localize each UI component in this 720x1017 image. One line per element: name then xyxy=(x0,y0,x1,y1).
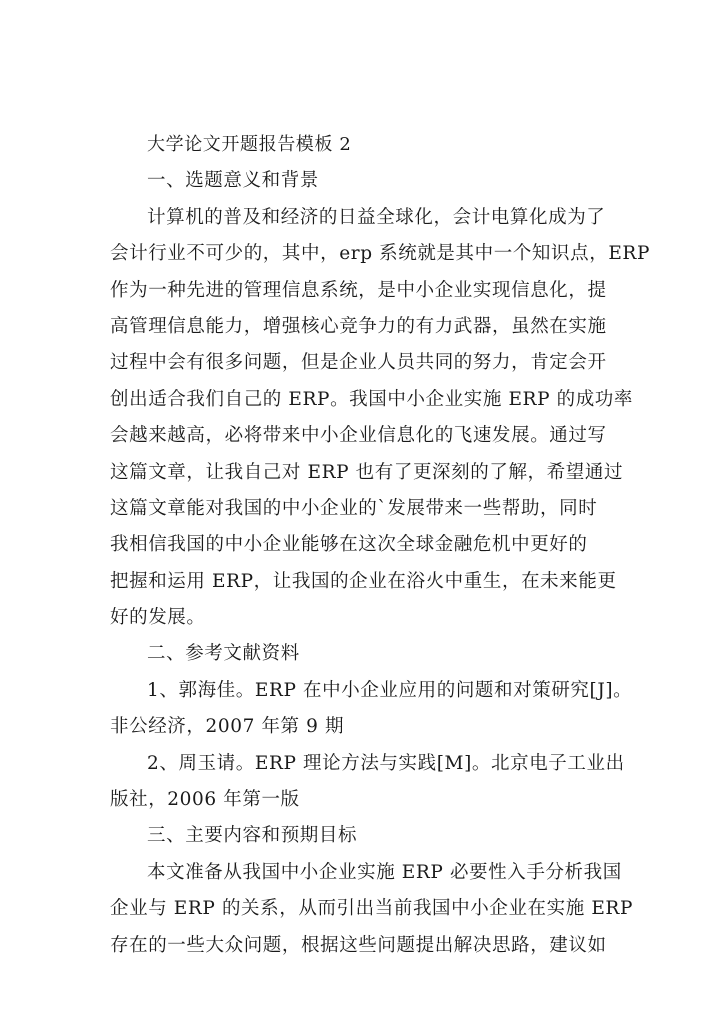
paragraph-line: 这篇文章能对我国的中小企业的`发展带来一些帮助，同时 xyxy=(110,497,598,519)
paragraph-line: 高管理信息能力，增强核心竞争力的有力武器，虽然在实施 xyxy=(110,315,607,337)
paragraph-line: 好的发展。 xyxy=(110,607,206,629)
paragraph-line: 创出适合我们自己的 ERP。我国中小企业实施 ERP 的成功率 xyxy=(110,388,634,410)
paragraph-line: 计算机的普及和经济的日益全球化，会计电算化成为了 xyxy=(147,206,606,228)
document-body xyxy=(110,127,650,964)
paragraph-line: 会越来越高，必将带来中小企业信息化的飞速发展。通过写 xyxy=(110,425,607,447)
reference-entry-continuation: 非公经济，2007 年第 9 期 xyxy=(110,716,345,738)
reference-entry: 2、周玉请。ERP 理论方法与实践[M]。北京电子工业出 xyxy=(147,752,625,774)
paragraph-line: 我相信我国的中小企业能够在这次全球金融危机中更好的 xyxy=(110,534,588,556)
section-heading-goals: 三、主要内容和预期目标 xyxy=(147,825,358,847)
paragraph-line: 这篇文章，让我自己对 ERP 也有了更深刻的了解，希望通过 xyxy=(110,461,624,483)
paragraph-line: 企业与 ERP 的关系，从而引出当前我国中小企业在实施 ERP xyxy=(110,898,634,920)
paragraph-line: 作为一种先进的管理信息系统，是中小企业实现信息化，提 xyxy=(110,279,607,301)
section-heading-significance: 一、选题意义和背景 xyxy=(147,170,319,192)
paragraph-line: 把握和运用 ERP，让我国的企业在浴火中重生，在未来能更 xyxy=(110,570,617,592)
paragraph-line: 会计行业不可少的，其中，erp 系统就是其中一个知识点，ERP xyxy=(110,243,650,265)
paragraph-line: 存在的一些大众问题，根据这些问题提出解决思路，建议如 xyxy=(110,934,607,956)
reference-entry: 1、郭海佳。ERP 在中小企业应用的问题和对策研究[J]。 xyxy=(147,679,633,701)
paragraph-line: 过程中会有很多问题，但是企业人员共同的努力，肯定会开 xyxy=(110,352,607,374)
document-title: 大学论文开题报告模板 2 xyxy=(147,134,352,155)
paragraph-line: 本文准备从我国中小企业实施 ERP 必要性入手分析我国 xyxy=(147,861,622,883)
reference-entry-continuation: 版社，2006 年第一版 xyxy=(110,789,300,811)
section-heading-references: 二、参考文献资料 xyxy=(147,643,300,665)
